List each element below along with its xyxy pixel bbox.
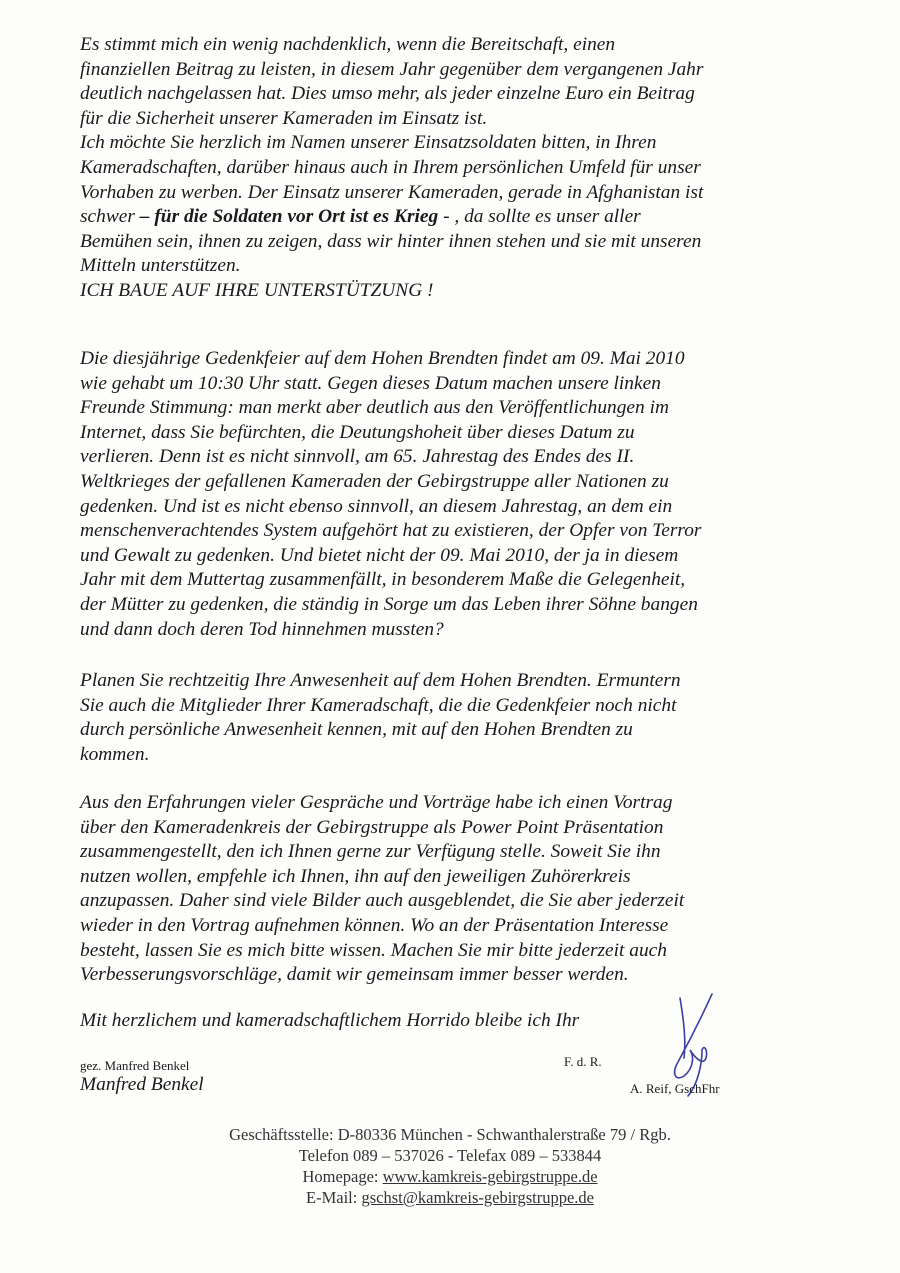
paragraph-memorial bbox=[80, 347, 768, 642]
text-line-with-emphasis bbox=[80, 205, 768, 230]
paragraph-donation-appeal bbox=[80, 33, 768, 304]
text-line: Ich möchte Sie herzlich im Namen unserer Einsatzsoldaten bitten, in Ihren bbox=[80, 132, 657, 154]
paragraph-attendance bbox=[80, 669, 768, 767]
signatory-name: Manfred Benkel bbox=[80, 1074, 204, 1095]
text-line: deutlich nachgelassen hat. Dies umso mehr, als jeder einzelne Euro ein Beitrag bbox=[80, 83, 695, 105]
letterhead-footer bbox=[150, 1124, 750, 1208]
text-line: Mitteln unterstützen. bbox=[80, 255, 241, 277]
text-segment: schwer bbox=[80, 206, 140, 228]
emphasis-text: – für die Soldaten vor Ort ist es Krieg bbox=[139, 206, 439, 228]
signatory-gez: gez. Manfred Benkel bbox=[80, 1058, 190, 1073]
text-line: gedenken. Und ist es nicht ebenso sinnvoll, an diesem Jahrestag, an dem ein bbox=[80, 495, 673, 517]
text-line: Vorhaben zu werben. Der Einsatz unserer Kameraden, gerade in Afghanistan ist bbox=[80, 181, 704, 203]
text-line: kommen. bbox=[80, 743, 150, 765]
text-line: der Mütter zu gedenken, die ständig in Sorge um das Leben ihrer Söhne bangen bbox=[80, 593, 698, 615]
text-line: besteht, lassen Sie es mich bitte wissen. Machen Sie mir bitte jederzeit auch bbox=[80, 939, 667, 961]
email-label: E-Mail: bbox=[306, 1188, 362, 1207]
text-line: anzupassen. Daher sind viele Bilder auch ausgeblendet, die Sie aber jederzeit bbox=[80, 890, 685, 912]
text-line: Die diesjährige Gedenkfeier auf dem Hohen Brendten findet am 09. Mai 2010 bbox=[80, 348, 685, 369]
text-line: nutzen wollen, empfehle ich Ihnen, ihn auf den jeweiligen Zuhörerkreis bbox=[80, 865, 631, 887]
fdr-label: F. d. R. bbox=[564, 1054, 602, 1069]
text-line: Aus den Erfahrungen vieler Gespräche und Vorträge habe ich einen Vortrag bbox=[80, 792, 673, 813]
text-line: menschenverachtendes System aufgehört hat zu existieren, der Opfer von Terror bbox=[80, 520, 702, 542]
footer-email bbox=[150, 1187, 750, 1208]
appeal-heading: ICH BAUE AUF IHRE UNTERSTÜTZUNG ! bbox=[80, 279, 434, 301]
text-line: finanziellen Beitrag zu leisten, in diesem Jahr gegenüber dem vergangenen Jahr bbox=[80, 58, 704, 80]
text-line: Internet, dass Sie befürchten, die Deutungshoheit über dieses Datum zu bbox=[80, 421, 635, 443]
paragraph-presentation bbox=[80, 791, 768, 988]
text-line: wie gehabt um 10:30 Uhr statt. Gegen dieses Datum machen unsere linken bbox=[80, 372, 661, 394]
footer-homepage bbox=[150, 1166, 750, 1187]
text-line: Bemühen sein, ihnen zu zeigen, dass wir hinter ihnen stehen und sie mit unseren bbox=[80, 230, 702, 252]
text-line: wieder in den Vortrag aufnehmen können. Wo an der Präsentation Interesse bbox=[80, 914, 669, 936]
text-line: Kameradschaften, darüber hinaus auch in Ihrem persönlichen Umfeld für unser bbox=[80, 156, 701, 178]
text-line: und Gewalt zu gedenken. Und bietet nicht der 09. Mai 2010, der ja in diesem bbox=[80, 544, 679, 566]
text-line: verlieren. Denn ist es nicht sinnvoll, am 65. Jahrestag des Endes des II. bbox=[80, 446, 635, 468]
text-line: Freunde Stimmung: man merkt aber deutlich aus den Veröffentlichungen im bbox=[80, 397, 669, 419]
text-line: Weltkrieges der gefallenen Kameraden der Gebirgstruppe aller Nationen zu bbox=[80, 470, 669, 492]
text-line: über den Kameradenkreis der Gebirgstruppe als Power Point Präsentation bbox=[80, 816, 664, 838]
text-line: Verbesserungsvorschläge, damit wir gemeinsam immer besser werden. bbox=[80, 964, 629, 986]
text-segment: - , da sollte es unser aller bbox=[438, 206, 641, 228]
text-line: zusammengestellt, den ich Ihnen gerne zur Verfügung stelle. Soweit Sie ihn bbox=[80, 841, 661, 863]
text-line: für die Sicherheit unserer Kameraden im Einsatz ist. bbox=[80, 107, 488, 129]
text-line: Es stimmt mich ein wenig nachdenklich, wenn die Bereitschaft, einen bbox=[80, 34, 616, 55]
text-line: Sie auch die Mitglieder Ihrer Kameradschaft, die die Gedenkfeier noch nicht bbox=[80, 694, 677, 716]
homepage-label: Homepage: bbox=[302, 1167, 383, 1186]
footer-address: Geschäftsstelle: D-80336 München - Schwanthalerstraße 79 / Rgb. bbox=[229, 1125, 671, 1144]
text-line: Planen Sie rechtzeitig Ihre Anwesenheit auf dem Hohen Brendten. Ermuntern bbox=[80, 670, 681, 691]
fdr-name: A. Reif, GschFhr bbox=[630, 1081, 720, 1096]
text-line: Jahr mit dem Muttertag zusammenfällt, in besonderem Maße die Gelegenheit, bbox=[80, 569, 686, 591]
homepage-link[interactable]: www.kamkreis-gebirgstruppe.de bbox=[382, 1167, 598, 1186]
text-line: durch persönliche Anwesenheit kennen, mit auf den Hohen Brendten zu bbox=[80, 719, 633, 741]
email-link[interactable]: gschst@kamkreis-gebirgstruppe.de bbox=[361, 1188, 594, 1207]
footer-phone: Telefon 089 – 537026 - Telefax 089 – 533844 bbox=[298, 1146, 602, 1165]
closing-line: Mit herzlichem und kameradschaftlichem Horrido bleibe ich Ihr bbox=[80, 1010, 580, 1031]
text-line: und dann doch deren Tod hinnehmen mussten? bbox=[80, 618, 444, 640]
